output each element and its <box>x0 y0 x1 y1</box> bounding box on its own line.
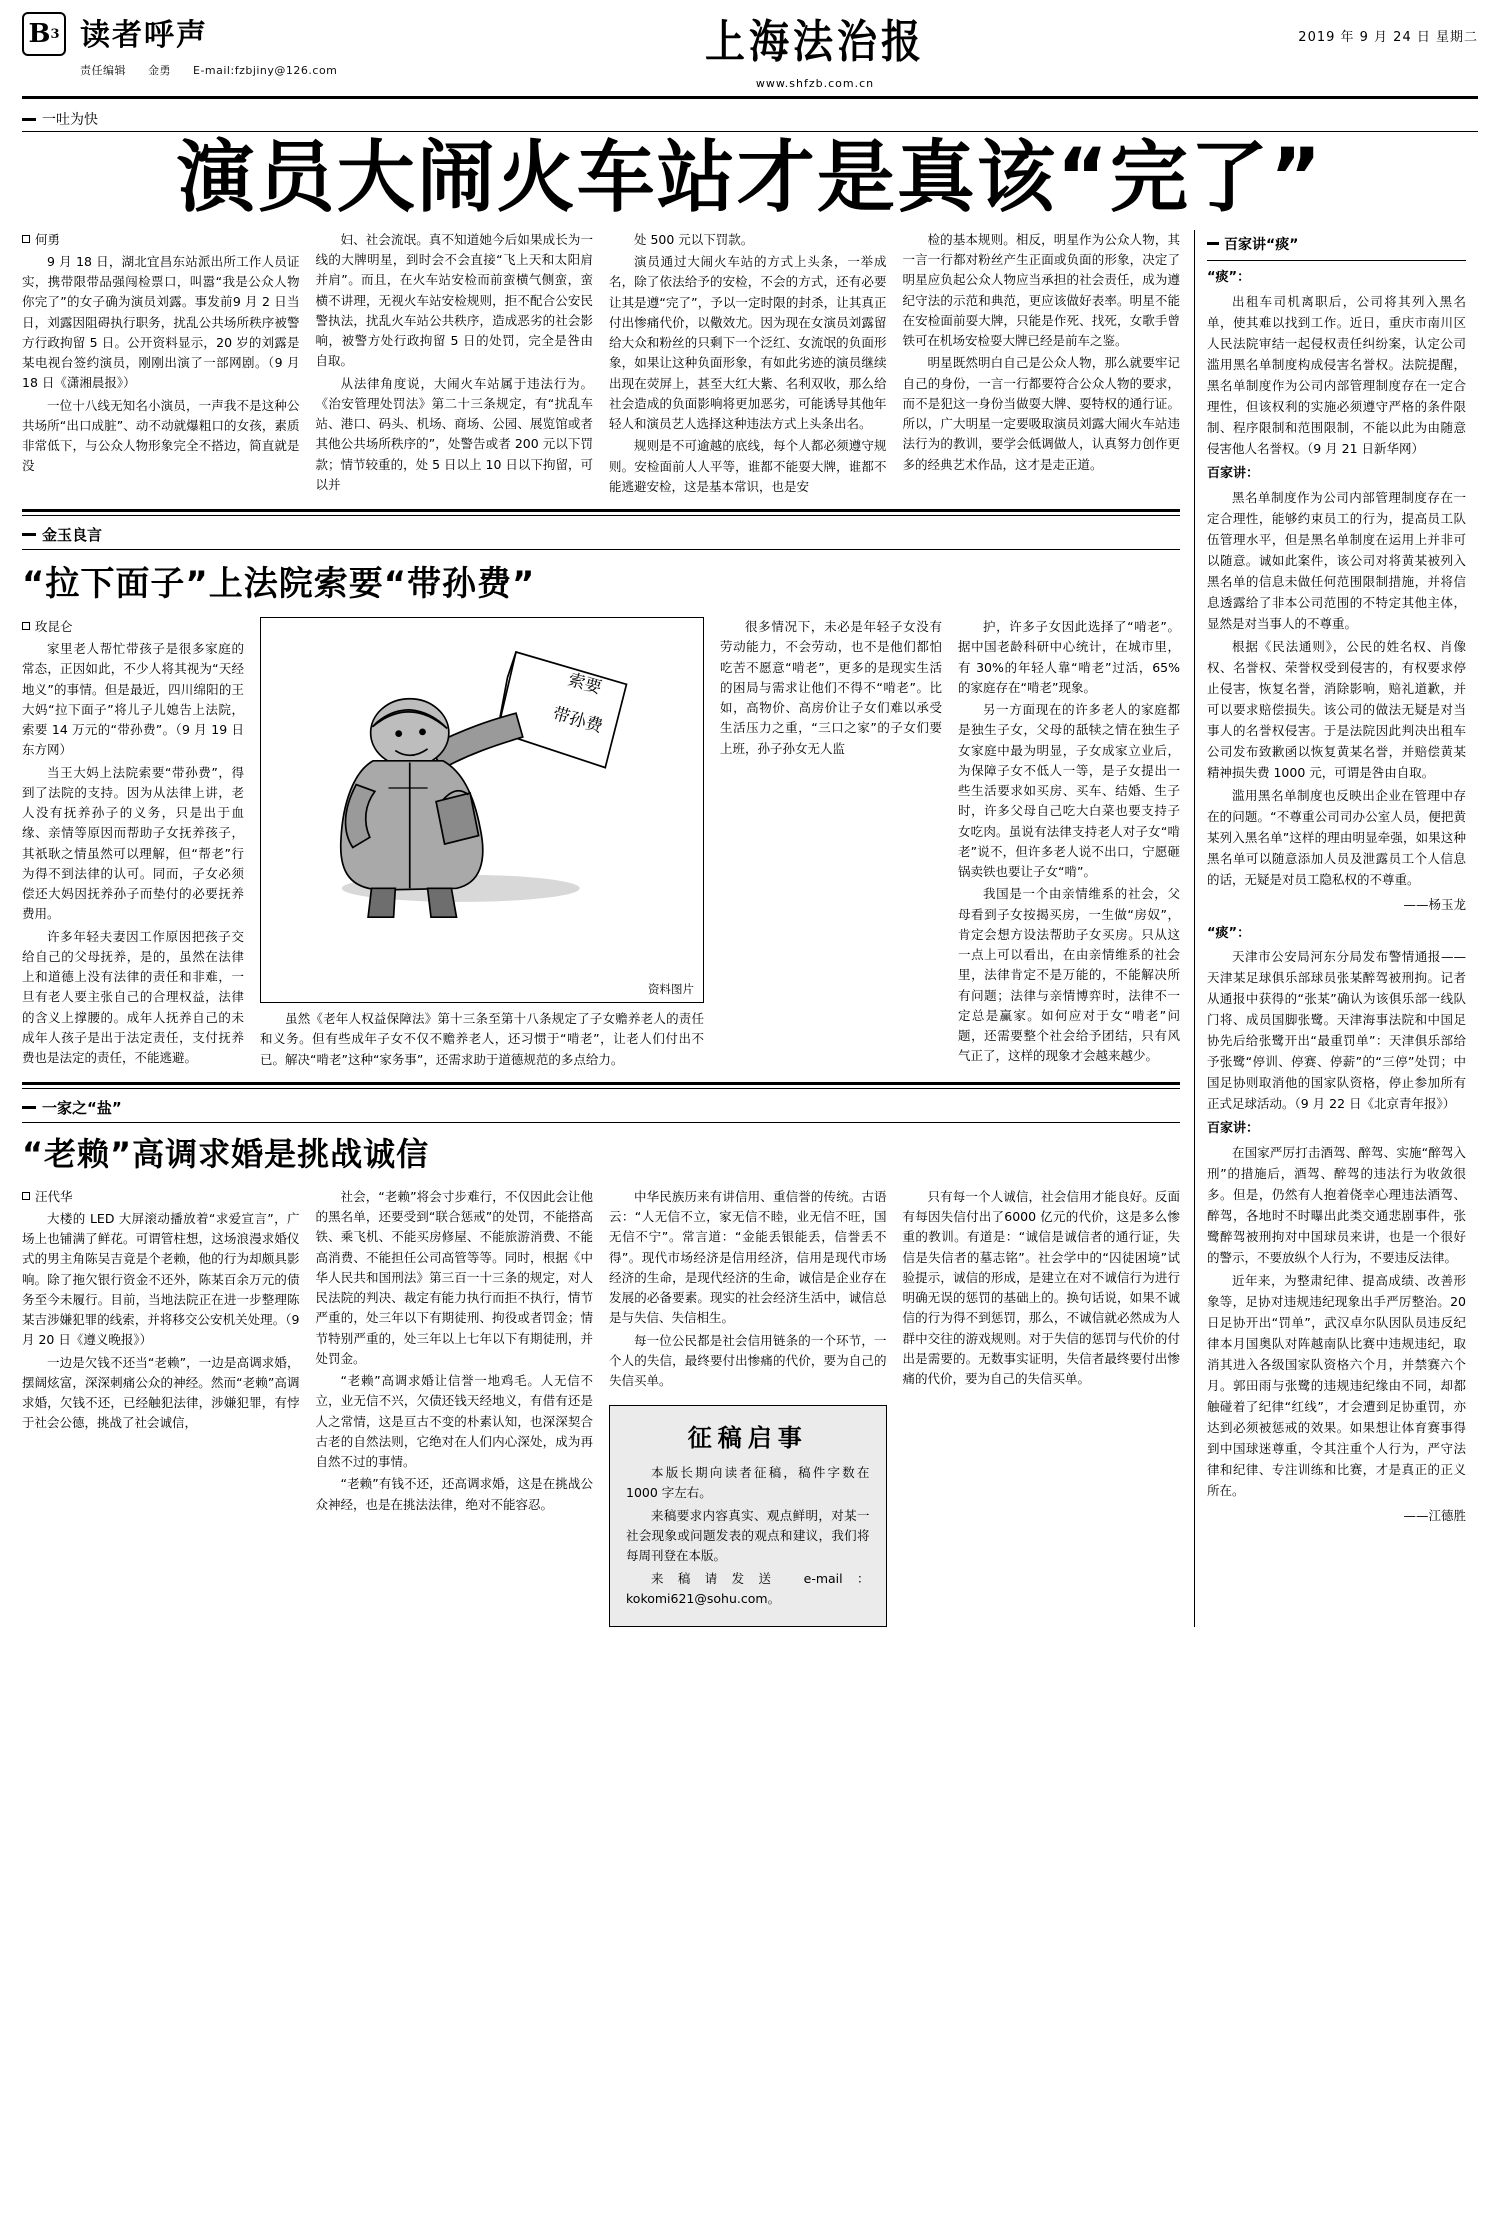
paragraph: 家里老人帮忙带孩子是很多家庭的常态，正因如此，不少人将其视为“天经地义”的事情。但是最近，四川绵阳的王大妈“拉下面子”将儿子儿媳告上法院，索要 14 万元的“带孙费”。（9 月 19 日东方网） <box>22 641 244 758</box>
kicker-bar-icon <box>22 118 36 121</box>
article3-columns <box>22 1187 1180 1628</box>
paragraph: 来稿要求内容真实、观点鲜明，对某一社会现象或问题发表的观点和建议，我们将每周刊登在本版。 <box>626 1508 870 1564</box>
lead-kicker-text: 一吐为快 <box>42 112 98 128</box>
paragraph: 近年来，为整肃纪律、提高成绩、改善形象等，足协对违规违纪现象出手严厉整治。20 日足协开出“罚单”，武汉卓尔队因队员违反纪律本月国奥队对阵越南队比赛中违规违纪，取消其进入各级国家队资格六个月，并禁赛六个月。郭田雨与张鹭的违规违纪缘由不同，却都触碰着了纪律“红线”，才会遭到足协重罚，亦达到必须被惩戒的效果。如果想让体育赛事得到中国球迷尊重，令其注重个人行为，严守法律和纪律、专注训练和比赛，才是真正的正义所在。 <box>1207 1273 1466 1499</box>
page-badge-number: 3 <box>50 26 60 42</box>
sidebar-signature: ——江德胜 <box>1403 1508 1466 1524</box>
paragraph: 虽然《老年人权益保障法》第十三条至第十八条规定了子女赡养老人的责任和义务。但有些成年子女不仅不赡养老人，还习惯于“啃老”，让老人们付出不已。解决“啃老”这种“家务事”，还需求助于道德规范的多点给力。 <box>260 1011 704 1067</box>
paragraph: 根据《民法通则》，公民的姓名权、肖像权、名誉权、荣誉权受到侵害的，有权要求停止侵害，恢复名誉，消除影响，赔礼道歉，并可以要求赔偿损失。该公司的做法无疑是对当事人的名誉权侵害。于是法院因此判决出租车公司发布致歉函以恢复黄某名誉，并赔偿黄某精神损失费 1000 元，可谓是咎由自取。 <box>1207 638 1466 780</box>
sidebar-item <box>1207 923 1466 1527</box>
svg-text:索要: 索要 <box>565 670 604 699</box>
paragraph: 每一位公民都是社会信用链条的一个环节，一个人的失信，最终要付出惨痛的代价，要为自己的失信买单。 <box>609 1332 887 1389</box>
paragraph: 检的基本规则。相反，明星作为公众人物，其一言一行都对粉丝产生正面或负面的形象，决定了明星应负起公众人物应当承担的社会责任，成为遵纪守法的示范和典范，更应该做好表率。明星不能在安检面前耍大牌，只能是作死、找死，女歌手曾铁可在机场安检耍大牌已经是前车之鉴。 <box>902 231 1180 349</box>
kicker-bar-icon <box>22 1106 36 1109</box>
lead-col-2 <box>316 230 594 499</box>
paragraph: 明星既然明白自己是公众人物，那么就要牢记自己的身份，一言一行都要符合公众人物的要求，而不是犯这一身份当做耍大牌、耍特权的通行证。所以，广大明星一定要吸取演员刘露大闹火车站违法行为的教训，要学会低调做人，认真努力创作更多的经典艺术作品，这才是走正道。 <box>902 355 1180 472</box>
article2-col-2-text <box>260 1009 704 1070</box>
paragraph: 处 500 元以下罚款。 <box>634 231 754 247</box>
byline-square-icon <box>22 235 30 243</box>
paragraph: 滥用黑名单制度也反映出企业在管理中存在的问题。“不尊重公司司办公室人员，便把黄某列入黑名单”这样的理由明显牵强，如果这种黑名单可以随意添加人员及泄露员工个人信息的话，无疑是对员工隐私权的不尊重。 <box>1207 787 1466 887</box>
lead-col-1 <box>22 230 300 499</box>
sidebar <box>1194 230 1466 1628</box>
paragraph: “老赖”高调求婚让信誉一地鸡毛。人无信不立，业无信不兴，欠债还钱天经地义，有借有还是人之常情，这是亘古不变的朴素认知，也深深契合古老的自然法则，它绝对在人们内心深处，成为再自然不过的事情。 <box>315 1373 593 1470</box>
article3-title: “老赖”高调求婚是挑战诚信 <box>22 1134 430 1173</box>
paragraph: 妇、社会流氓。真不知道她今后如果成长为一线的大牌明星，到时会不会直接“飞上天和太阳肩并肩”。而且，在火车站安检而前蛮横气侧蛮，蛮横不讲理，无视火车站安检规则，拒不配合公安民警执法，扰乱火车站公共秩序，造成恶劣的社会影响，被警方处行政拘留 5 日的处罚，完全是咎由自取。 <box>315 231 593 369</box>
svg-text:带孙费: 带孙费 <box>550 704 605 738</box>
editor-email: E-mail:fzbjiny@126.com <box>193 64 338 77</box>
paragraph: 许多年轻夫妻因工作原因把孩子交给自己的父母抚养，是的，虽然在法律上和道德上没有法律的责任和非难，一旦有老人要主张自己的合理权益，法律的含义上撑腰的。成年人抚养自己的未成年人孩子是出于法定责任，支付抚养费也是法定的责任，不能逃避。 <box>22 928 244 1066</box>
paragraph: 社会，“老赖”将会寸步难行，不仅因此会让他的黑名单，还要受到“联合惩戒”的处罚，不能搭高铁、乘飞机、不能买房修屋、不能旅游消费、不能高消费、不能担任公司高管等等。同时，根据《中华人民共和国刑法》第三百一十三条的规定，对人民法院的判决、裁定有能力执行而拒不执行，情节严重的，处三年以下有期徒刑、拘役或者罚金；情节特别严重的，处三年以上七年以下有期徒刑，并处罚金。 <box>315 1188 593 1366</box>
paragraph: 天津市公安局河东分局发布警情通报——天津某足球俱乐部球员张某醉驾被刑拘。记者从通报中获得的“张某”确认为该俱乐部一线队门将、成员国脚张鹭。天津海事法院和中国足协先后给张鹭开出“最重罚单”：天津俱乐部给予张鹭“停训、停赛、停薪”的“三停”处罚；中国足协则取消他的国家队资格，停止参加所有正式足球活动。（9 月 22 日《北京青年报》） <box>1207 949 1466 1112</box>
lead-headline: 演员大闹火车站才是真该“完了” <box>176 133 1324 223</box>
kicker-bar-icon <box>22 533 36 536</box>
issue-date: 2019 年 9 月 24 日 星期二 <box>1298 30 1478 45</box>
article3-kicker <box>22 1097 1180 1118</box>
paragraph: 从法律角度说，大闹火车站属于违法行为。《治安管理处罚法》第二十三条规定，有“扰乱车站、港口、码头、机场、商场、公园、展览馆或者其他公共场所秩序的”，处警告或者 200 元以下罚款；情节较重的，处 5 日以上 10 日以下拘留，可以并 <box>315 375 593 492</box>
byline-square-icon <box>22 622 30 630</box>
article2-col-3 <box>720 617 942 1072</box>
cartoon-illustration-icon <box>261 618 703 946</box>
paragraph: 出租车司机离职后，公司将其列入黑名单，使其难以找到工作。近日，重庆市南川区人民法院审结一起侵权责任纠纷案，认定公司滥用黑名单制度构成侵害名誉权。法院提醒，黑名单制度作为公司内部管理制度存在一定合理性，但该权利的实施必须遵守严格的条件限制、程序限制和范围限制，不能以此为由随意侵害他人名誉权。（9 月 21 日新华网） <box>1207 293 1466 456</box>
divider <box>22 131 1478 132</box>
call-for-submissions-box <box>609 1405 887 1627</box>
article3-col-3-text <box>609 1187 887 1392</box>
section-title-wrap <box>80 10 355 78</box>
page-number-badge <box>22 12 66 56</box>
page-body <box>22 230 1478 1628</box>
byline-square-icon <box>22 1192 30 1200</box>
masthead-left <box>22 10 452 78</box>
editor-name: 金勇 <box>148 64 171 77</box>
article2-figure-and-col2 <box>260 617 704 1072</box>
article2-title: “拉下面子”上法院索要“带孙费” <box>22 564 536 605</box>
divider-heavy <box>22 509 1180 512</box>
sidebar-speaker-label: 百家讲： <box>1207 1121 1260 1137</box>
paragraph: 本版长期向读者征稿，稿件字数在 1000 字左右。 <box>626 1465 870 1501</box>
figure-caption: 资料图片 <box>645 980 697 998</box>
divider <box>22 1122 1180 1123</box>
sidebar-item <box>1207 267 1466 915</box>
paragraph: “老赖”有钱不还，还高调求婚，这是在挑战公众神经，也是在挑法法律，绝对不能容忍。 <box>315 1476 593 1512</box>
page-badge-letter: B <box>28 19 51 49</box>
sidebar-topic-label: “痰”： <box>1207 269 1251 285</box>
paragraph: 规则是不可逾越的底线，每个人都必须遵守规则。安检面前人人平等，谁都不能耍大牌，谁都不能逃避安检，这是基本常识，也是安 <box>609 438 887 494</box>
paragraph: 9 月 18 日，湖北宜昌东站派出所工作人员证实，携带限带品强闯检票口，叫嚣“我是公众人物你完了”的女子确为演员刘露。事发前9 月 2 日当日，刘露因阻碍执行职务，扰乱公共场所秩序被警方行政拘留 5 日。公开资料显示，20 岁的刘露是某电视台签约演员，刚刚出演了一部网剧。（9 月 18 日《潇湘晨报》） <box>22 253 300 391</box>
article3-col-4 <box>903 1187 1181 1628</box>
article3-col-3 <box>609 1187 887 1628</box>
masthead-center <box>452 10 1178 90</box>
lead-article-columns <box>22 230 1180 499</box>
paragraph: 我国是一个由亲情维系的社会，父母看到子女按揭买房，一生做“房奴”，肯定会想方设法帮助子女买房。只从这一点上可以看出，在由亲情维系的社会里，法律肯定不是万能的，不能解决所有问题；法律与亲情博弈时，法律不一定总是赢家。如何应对于女“啃老”问题，还需要整个社会给予团结，只有风气正了，这样的现象才会越来越少。 <box>958 886 1180 1064</box>
lead-col-4 <box>903 230 1181 499</box>
article3-col-2 <box>316 1187 594 1628</box>
paragraph: 另一方面现在的许多老人的家庭都是独生子女，父母的舐犊之情在独生子女家庭中最为明显，子女成家立业后，为保障子女不低人一等，是子女提出一些生活要求如买房、买车、结婚、生子时，许多父母自己吃大白菜也要支持子女吃肉。虽说有法律支持老人对子女“啃老”说不，但许多老人说不出口，宁愿砸锅卖铁也要让子女“啃”。 <box>958 702 1180 880</box>
divider <box>1207 260 1466 261</box>
article2-byline-text: 玫昆仑 <box>35 619 73 635</box>
sidebar-signature: ——杨玉龙 <box>1403 896 1466 912</box>
paragraph: 在国家严厉打击酒驾、醉驾、实施“醉驾入刑”的措施后，酒驾、醉驾的违法行为收敛很多。但是，仍然有人抱着侥幸心理违法酒驾、醉驾，各地时不时曝出此类交通悲剧事件，张鹭醉驾被刑拘对中国球员来讲，也是一个很好的警示，不要放纵个人行为，不要违反法律。 <box>1207 1145 1466 1266</box>
paragraph: 一位十八线无知名小演员，一声我不是这种公共场所“出口成脏”、动不动就爆粗口的女孩，素质非常低下，与公众人物形象完全不搭边，简直就是没 <box>22 397 300 474</box>
article2-col-4 <box>958 617 1180 1072</box>
paragraph: 只有每一个人诚信，社会信用才能良好。反面有每因失信付出了6000 亿元的代价，这是多么惨重的教训。有道是：“诚信是诚信者的通行证，失信是失信者的墓志铭”。社会学中的“囚徒困境”试验提示，诚信的形成，是建立在对不诚信行为进行明确无误的惩罚的基础上的。换句话说，如果不诚信的行为得不到惩罚，那么，不诚信就必然成为人群中交往的游戏规则。对于失信的惩罚与代价的付出是需要的。无数事实证明，失信者最终要付出惨痛的代价，要为自己的失信买单。 <box>902 1188 1180 1387</box>
article3-kicker-text: 一家之“盐” <box>42 1098 122 1117</box>
section-title: 读者呼声 <box>80 18 208 53</box>
article2-col-1-text <box>22 639 244 1068</box>
article2-byline <box>22 617 244 635</box>
paragraph: 中华民族历来有讲信用、重信誉的传统。古语云：“人无信不立，家无信不睦，业无信不旺，国无信不宁”。常言道：“金能丢银能丢，信誉丢不得”。现代市场经济是信用经济，信用是现代市场经济的生命，是现代经济的生命，诚信是企业存在发展的必备要素。现实的社会经济生活中，诚信总是与失信、失信相生。 <box>609 1188 887 1326</box>
divider-heavy <box>22 1082 1180 1085</box>
paper-name: 上海法治报 <box>705 15 925 69</box>
article2-figure <box>260 617 704 1003</box>
sidebar-kicker <box>1207 234 1466 254</box>
paragraph: 很多情况下，未必是年轻子女没有劳动能力，不会劳动，也不是他们都怕吃苦不愿意“啃老”，更多的是现实生活的困局与需求让他们不得不“啃老”。比如，高物价、高房价让子女们难以承受生活压力之重，“三口之家”的子女们要上班，孙子孙女无人监 <box>720 619 942 756</box>
divider-thin <box>22 1088 1180 1089</box>
divider <box>22 549 1180 550</box>
lead-col-1-text <box>22 252 300 477</box>
paragraph: 一边是欠钱不还当“老赖”，一边是高调求婚，摆阔炫富，深深刺痛公众的神经。然而“老赖”高调求婚，欠钱不还，已经触犯法律，涉嫌犯罪，有悖于社会公德，挑战了社会诚信， <box>22 1354 300 1431</box>
kicker-bar-icon <box>1207 242 1219 245</box>
call-for-submissions-title: 征稿启事 <box>687 1423 808 1453</box>
divider-thin <box>22 515 1180 516</box>
paragraph: 演员通过大闹火车站的方式上头条，一举成名，除了依法给予的安检，不会的方式，还有必要让其是遵“完了”，予以一定时限的封杀，让其真正付出惨痛代价，以儆效尤。因为现在女演员刘露留给大众和粉丝的只剩下一个泛红、女流氓的负面形象，如果让这种负面形象，有如此劣迹的演员继续出现在荧屏上，甚至大红大紫、名利双收，那么给社会造成的负面影响将更加恶劣，可能诱导其他年轻人和演员艺人选择这种违法方式上头条出名。 <box>609 254 887 432</box>
article3-byline <box>22 1187 300 1205</box>
lead-byline-text: 何勇 <box>35 231 61 247</box>
paragraph: 大楼的 LED 大屏滚动播放着“求爱宣言”，广场上也铺满了鲜花。可谓管柱想，这场浪漫求婚仪式的男主角陈吴吉竟是个老赖，他的行为却颇具影响。除了拖欠银行资金不还外，陈某百余万元的债务至今未履行。目前，当地法院正在进一步整理陈某吉涉嫌犯罪的线索，并将移交公安机关处理。（9 月 20 日《遵义晚报》） <box>22 1210 300 1348</box>
paragraph: 护，许多子女因此选择了“啃老”。据中国老龄科研中心统计，在城市里，有 30%的年轻人靠“啃老”过活，65%的家庭存在“啃老”现象。 <box>958 619 1180 695</box>
left-zone <box>22 230 1180 1628</box>
article3-col-1 <box>22 1187 300 1628</box>
article2-columns <box>22 617 1180 1072</box>
article2-kicker <box>22 524 1180 545</box>
article2-col-1 <box>22 617 244 1072</box>
lead-byline <box>22 230 300 248</box>
article2-kicker-text: 金玉良言 <box>42 526 103 545</box>
sidebar-speaker-label: 百家讲： <box>1207 465 1260 481</box>
lead-kicker <box>22 109 1478 129</box>
lead-col-3 <box>609 230 887 499</box>
paragraph: 黑名单制度作为公司内部管理制度存在一定合理性，能够约束员工的行为，提高员工队伍管理水平，但是黑名单制度在运用上并非可以随意。诚如此案件，该公司对将黄某被列入黑名单的信息未做任何范围限制措施，并将信息透露给了非本公司范围的不特定其他主体，显然是对当事人的不尊重。 <box>1207 489 1466 631</box>
masthead <box>22 10 1478 99</box>
sidebar-kicker-text: 百家讲“痰” <box>1224 236 1299 253</box>
editor-credits <box>80 62 355 78</box>
paper-url[interactable]: www.shfzb.com.cn <box>755 77 875 90</box>
paragraph: 当王大妈上法院索要“带孙费”，得到了法院的支持。因为从法律上讲，老人没有抚养孙子的义务，只是出于血缘、亲情等原因而帮助子女抚养孩子，其祇耿之情虽然可以理解，但“帮老”行为得不到法律的认可。同而，子女必须偿还大妈因抚养孙子而垫付的必要抚养费用。 <box>22 764 244 922</box>
sidebar-topic-label: “痰”： <box>1207 925 1251 941</box>
editor-label: 责任编辑 <box>80 64 126 77</box>
paragraph[interactable]: 来稿请发送 e-mail：kokomi621@sohu.com。 <box>626 1571 870 1607</box>
article3-byline-text: 汪代华 <box>35 1188 73 1204</box>
article3-col-1-text <box>22 1209 300 1434</box>
